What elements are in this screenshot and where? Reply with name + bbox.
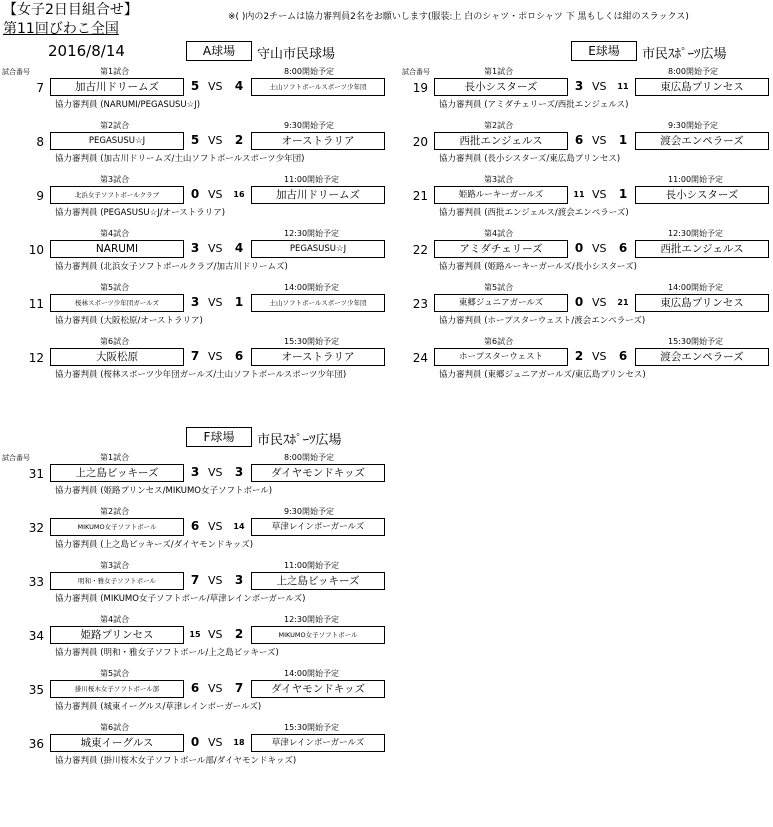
home-score: 0 [190,187,200,201]
venue-name: 守山市民球場 [257,47,336,62]
game-row [384,175,739,234]
away-score: 2 [234,627,244,641]
versus-label: VS [208,296,223,309]
game-number: 11 [28,297,44,311]
home-score: 3 [190,295,200,309]
game-label: 第5試合 [484,283,514,292]
away-team: オーストラリア [251,132,385,150]
game-label: 第4試合 [100,229,130,238]
start-time: 8:00開始予定 [284,67,334,76]
game-label: 第6試合 [100,337,130,346]
home-score: 5 [190,133,200,147]
game-number: 33 [28,575,44,589]
home-team: 城東イーグルス [50,734,184,752]
away-score: 4 [234,241,244,255]
home-score: 0 [574,241,584,255]
referee-assignment: 協力審判員 (上之島ビッキーズ/ダイヤモンドキッズ) [55,540,254,550]
field-a-section [0,41,367,441]
home-team: NARUMI [50,240,184,258]
away-team: オーストラリア [251,348,385,366]
game-row [0,175,360,234]
referee-assignment: 協力審判員 (PEGASUSU☆J/オーストラリア) [55,208,226,218]
home-score: 6 [190,681,200,695]
game-number: 22 [412,243,428,257]
home-team: 明和・雅女子ソフトボール [50,572,184,590]
referee-assignment: 協力審判員 (城東イーグルス/草津レインボーガールズ) [55,702,262,712]
away-score: 11 [617,82,629,91]
away-team: 土山ソフトボールスポーツ少年団 [251,294,385,312]
start-time: 15:30開始予定 [284,723,340,732]
game-number-header: 試合番号 [402,68,430,76]
home-team: PEGASUSU☆J [50,132,184,150]
start-time: 11:00開始予定 [284,175,340,184]
start-time: 14:00開始予定 [284,669,340,678]
home-team: 姫路プリンセス [50,626,184,644]
start-time: 8:00開始予定 [284,453,334,462]
away-score: 7 [234,681,244,695]
referee-assignment: 協力審判員 (ホープスターウェスト/渡会エンペラーズ) [439,316,646,326]
start-time: 15:30開始予定 [668,337,724,346]
referee-assignment: 協力審判員 (MIKUMO女子ソフトボール/草津レインボーガールズ) [55,594,306,604]
venue-name: 市民ｽﾎﾟｰﾂ広場 [642,47,727,62]
away-score: 16 [233,190,245,199]
away-team: ダイヤモンドキッズ [251,680,385,698]
home-score: 3 [190,465,200,479]
field-label: F球場 [186,427,252,447]
referee-assignment: 協力審判員 (大阪松原/オーストラリア) [55,316,203,326]
versus-label: VS [592,242,607,255]
home-score: 11 [573,190,585,199]
away-team: PEGASUSU☆J [251,240,385,258]
versus-label: VS [208,466,223,479]
away-score: 21 [617,298,629,307]
game-row [384,67,744,126]
start-time: 11:00開始予定 [668,175,724,184]
home-team: 掛川桜木女子ソフトボール部 [50,680,184,698]
home-team: 北浜女子ソフトボールクラブ [50,186,184,204]
start-time: 11:00開始予定 [284,561,340,570]
away-score: 1 [618,133,628,147]
referee-assignment: 協力審判員 (アミダチェリーズ/西批エンジェルス) [439,100,629,110]
game-row [0,121,355,180]
referee-assignment: 協力審判員 (加古川ドリームズ/土山ソフトボールスポーツ少年団) [55,154,305,164]
away-score: 6 [618,241,628,255]
home-team: ホープスターウェスト [434,348,568,366]
game-number-header: 試合番号 [2,454,30,462]
home-team: 姫路ルーキーガールズ [434,186,568,204]
away-score: 6 [618,349,628,363]
game-row [384,337,744,396]
game-label: 第3試合 [100,561,130,570]
start-time: 15:30開始予定 [284,337,340,346]
away-team: MIKUMO女子ソフトボール [251,626,385,644]
away-score: 2 [234,133,244,147]
versus-label: VS [208,682,223,695]
game-number: 10 [28,243,44,257]
field-label: A球場 [186,41,252,61]
referee-assignment: 協力審判員 (姫路プリンセス/MIKUMO女子ソフトボール) [55,486,273,496]
away-team: 東広島プリンセス [635,78,769,96]
game-row [0,561,360,620]
home-team: 東郷ジュニアガールズ [434,294,568,312]
referee-assignment: 協力審判員 (北浜女子ソフトボールクラブ/加古川ドリームズ) [55,262,288,272]
referee-assignment: 協力審判員 (東郷ジュニアガールズ/東広島プリンセス) [439,370,646,380]
versus-label: VS [592,80,607,93]
away-score: 1 [618,187,628,201]
start-time: 9:30開始予定 [284,507,334,516]
game-number: 7 [36,81,44,95]
field-e-section [384,41,744,441]
game-number: 21 [412,189,428,203]
versus-label: VS [592,134,607,147]
home-score: 6 [574,133,584,147]
versus-label: VS [208,628,223,641]
match-date: 2016/8/14 [48,42,125,60]
home-team: 加古川ドリームズ [50,78,184,96]
versus-label: VS [208,134,223,147]
game-label: 第5試合 [100,283,130,292]
home-score: 2 [574,349,584,363]
start-time: 9:30開始予定 [284,121,334,130]
game-label: 第2試合 [100,121,130,130]
game-number: 36 [28,737,44,751]
game-number: 35 [28,683,44,697]
game-row [0,507,365,566]
game-number: 23 [412,297,428,311]
game-row [0,67,367,126]
referee-assignment: 協力審判員 (長小シスターズ/東広島プリンセス) [439,154,621,164]
game-row [0,230,345,288]
away-team: 草津レインボーガールズ [251,518,385,536]
home-score: 6 [190,519,200,533]
field-label: E球場 [571,41,637,61]
away-score: 4 [234,79,244,93]
away-team: 土山ソフトボールスポーツ少年団 [251,78,385,96]
home-score: 3 [574,79,584,93]
versus-label: VS [208,350,223,363]
game-number: 20 [412,135,428,149]
home-score: 15 [189,630,201,639]
game-number: 9 [36,189,44,203]
home-score: 0 [574,295,584,309]
game-row [0,669,366,728]
start-time: 12:30開始予定 [284,615,340,624]
venue-name: 市民ｽﾎﾟｰﾂ広場 [257,433,342,448]
start-time: 12:30開始予定 [284,229,340,238]
away-team: 渡会エンペラーズ [635,348,769,366]
game-number: 24 [412,351,428,365]
away-team: ダイヤモンドキッズ [251,464,385,482]
home-team: 上之島ビッキーズ [50,464,184,482]
tournament-name: 第11回びわこ全国 [3,21,119,37]
away-team: 加古川ドリームズ [251,186,385,204]
game-row [0,453,366,512]
game-label: 第3試合 [100,175,130,184]
versus-label: VS [208,574,223,587]
away-score: 3 [234,465,244,479]
game-number: 31 [28,467,44,481]
away-team: 東広島プリンセス [635,294,769,312]
game-row [0,723,365,782]
versus-label: VS [208,520,223,533]
away-score: 14 [233,522,245,531]
away-team: 上之島ビッキーズ [251,572,385,590]
referee-assignment: 協力審判員 (桜林スポーツ少年団ガールズ/土山ソフトボールスポーツ少年団) [55,370,347,380]
versus-label: VS [208,736,223,749]
game-label: 第4試合 [484,229,514,238]
game-label: 第4試合 [100,615,130,624]
game-row [0,337,355,396]
game-row [384,229,744,288]
game-label: 第1試合 [100,453,130,462]
versus-label: VS [208,242,223,255]
home-team: アミダチェリーズ [434,240,568,258]
game-row [384,283,744,342]
versus-label: VS [208,188,223,201]
start-time: 12:30開始予定 [668,229,724,238]
home-score: 7 [190,349,200,363]
referee-assignment: 協力審判員 (西批エンジェルス/渡会エンペラーズ) [439,208,629,218]
start-time: 14:00開始予定 [284,283,340,292]
game-row [384,121,744,180]
field-f-section [0,427,366,827]
start-time: 9:30開始予定 [668,121,718,130]
game-label: 第1試合 [100,67,130,76]
away-score: 3 [234,573,244,587]
away-team: 長小シスターズ [635,186,769,204]
referee-assignment: 協力審判員 (掛川桜木女子ソフトボール部/ダイヤモンドキッズ) [55,756,297,766]
referee-assignment: 協力審判員 (NARUMI/PEGASUSU☆J) [55,100,201,110]
game-label: 第6試合 [100,723,130,732]
versus-label: VS [208,80,223,93]
game-label: 第6試合 [484,337,514,346]
versus-label: VS [592,350,607,363]
away-team: 草津レインボーガールズ [251,734,385,752]
game-number: 32 [28,521,44,535]
game-number: 19 [412,81,428,95]
start-time: 14:00開始予定 [668,283,724,292]
home-team: 大阪松原 [50,348,184,366]
home-team: 西批エンジェルス [434,132,568,150]
game-row [0,283,367,342]
game-number: 12 [28,351,44,365]
game-number: 34 [28,629,44,643]
referee-note: ※( )内の2チームは協力審判員2名をお願いします(服装:上 白のシャツ・ポロシャツ 下 黒もしくは紺のスラックス) [228,12,689,22]
game-label: 第2試合 [484,121,514,130]
home-score: 0 [190,735,200,749]
game-number: 8 [36,135,44,149]
away-team: 西批エンジェルス [635,240,769,258]
home-team: 長小シスターズ [434,78,568,96]
home-team: 桜林スポーツ少年団ガールズ [50,294,184,312]
away-team: 渡会エンペラーズ [635,132,769,150]
home-team: MIKUMO女子ソフトボール [50,518,184,536]
game-row [0,615,358,674]
game-label: 第3試合 [484,175,514,184]
home-score: 3 [190,241,200,255]
game-number-header: 試合番号 [2,68,30,76]
away-score: 1 [234,295,244,309]
start-time: 8:00開始予定 [668,67,718,76]
game-label: 第2試合 [100,507,130,516]
away-score: 6 [234,349,244,363]
game-label: 第5試合 [100,669,130,678]
referee-assignment: 協力審判員 (明和・雅女子ソフトボール/上之島ビッキーズ) [55,648,279,658]
game-label: 第1試合 [484,67,514,76]
versus-label: VS [592,188,607,201]
sheet-title: 【女子2日目組合せ】 [3,2,138,18]
home-score: 5 [190,79,200,93]
versus-label: VS [592,296,607,309]
referee-assignment: 協力審判員 (姫路ルーキーガールズ/長小シスターズ) [439,262,637,272]
away-score: 18 [233,738,245,747]
home-score: 7 [190,573,200,587]
